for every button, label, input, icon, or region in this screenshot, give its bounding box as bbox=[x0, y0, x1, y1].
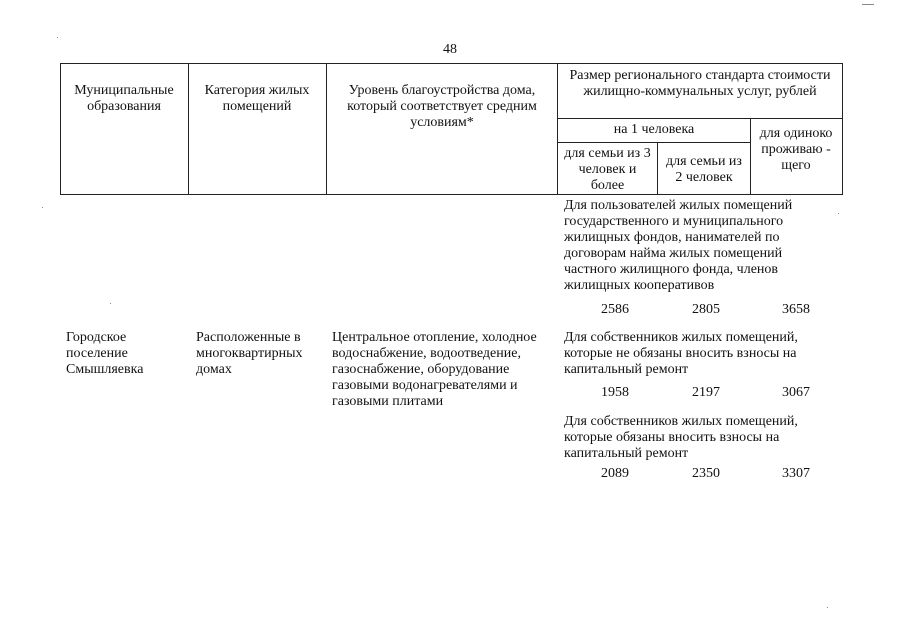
scan-speck bbox=[57, 37, 58, 38]
header-family-2: для семьи из 2 человек bbox=[666, 154, 742, 185]
header-municipality: Муниципальные образования bbox=[74, 83, 174, 114]
value-family-2: 2197 bbox=[692, 385, 720, 400]
value-family-3: 2586 bbox=[601, 302, 629, 317]
tariff-group-label: Для собственников жилых помещений, которые не обязаны вносить взносы на капитальный ремонт bbox=[564, 330, 798, 377]
value-single: 3307 bbox=[782, 466, 810, 481]
scan-speck bbox=[110, 303, 111, 304]
header-standard-title: Размер регионального стандарта стоимости жилищно-коммунальных услуг, рублей bbox=[569, 68, 831, 99]
value-family-3: 1958 bbox=[601, 385, 629, 400]
tariff-group-label: Для пользователей жилых помещений государственного и муниципального жилищных фондов, нанимателей по договорам найма жилых помещений частного жилищного фонда, членов жилищных кооперативов bbox=[564, 198, 793, 293]
tariff-group-label: Для собственников жилых помещений, которые обязаны вносить взносы на капитальный ремонт bbox=[564, 414, 798, 461]
value-single: 3658 bbox=[782, 302, 810, 317]
amenities-cell: Центральное отопление, холодное водоснабжение, водоотведение, газоснабжение, оборудование газовыми водонагревателями и газовыми плитами bbox=[332, 330, 537, 409]
value-family-3: 2089 bbox=[601, 466, 629, 481]
header-category: Категория жилых помещений bbox=[204, 83, 310, 114]
scan-speck bbox=[827, 607, 828, 608]
value-family-2: 2805 bbox=[692, 302, 720, 317]
value-single: 3067 bbox=[782, 385, 810, 400]
header-amenities: Уровень благоустройства дома, который соответствует средним условиям* bbox=[347, 83, 537, 130]
municipality-cell: Городское поселение Смышляевка bbox=[66, 330, 144, 377]
value-family-2: 2350 bbox=[692, 466, 720, 481]
header-per-person: на 1 человека bbox=[613, 122, 695, 137]
scan-speck bbox=[838, 213, 839, 214]
header-single: для одиноко проживаю - щего bbox=[759, 126, 833, 173]
page-number: 48 bbox=[443, 42, 457, 57]
category-cell: Расположенные в многоквартирных домах bbox=[196, 330, 303, 377]
header-family-3: для семьи из 3 человек и более bbox=[564, 146, 651, 193]
scan-mark bbox=[862, 4, 874, 5]
scan-speck bbox=[42, 207, 43, 208]
